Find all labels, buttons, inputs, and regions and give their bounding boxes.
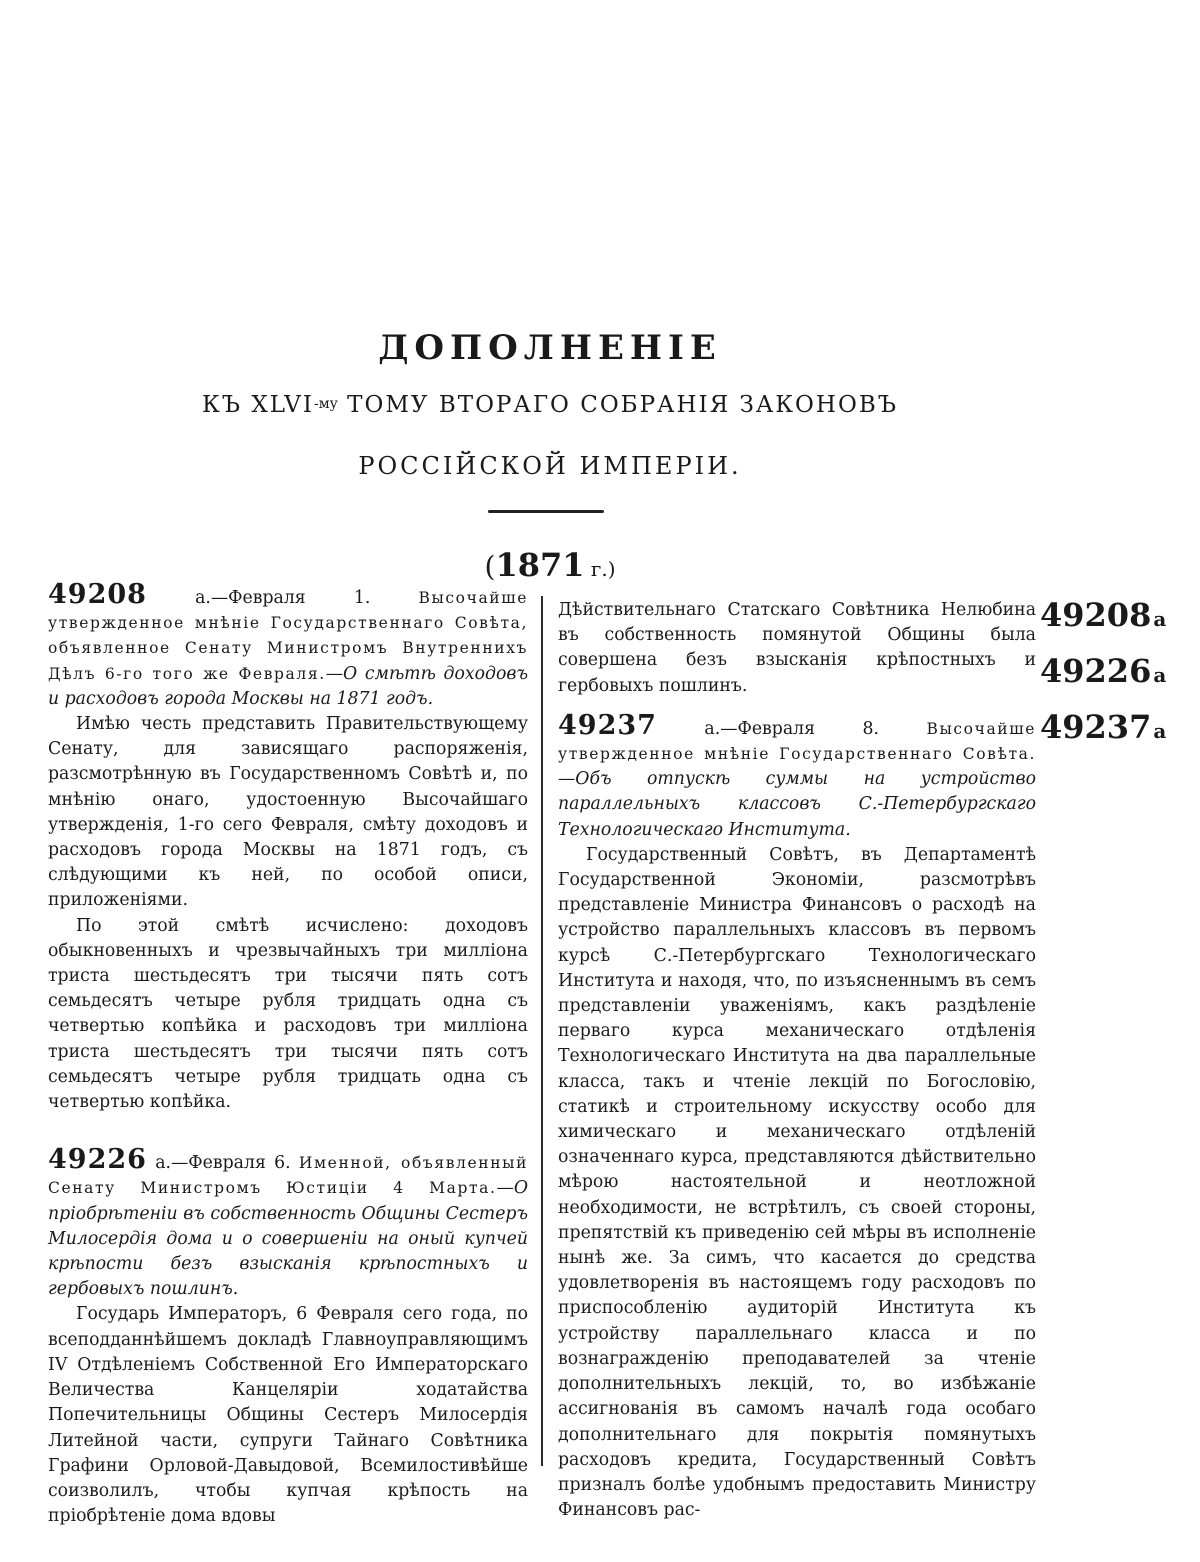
law-entry-49226	[48, 1144, 528, 1529]
year-heading	[0, 546, 1100, 584]
entry-heading	[48, 579, 528, 712]
left-column	[48, 579, 528, 1543]
entry-date: а.—Февраля 6.	[146, 1153, 299, 1174]
subtitle-rest: ТОМУ ВТОРАГО СОБРАНІЯ ЗАКОНОВЪ	[337, 392, 898, 418]
subtitle-superscript: -му	[313, 396, 338, 412]
entry-paragraph: Государь Императоръ, 6 Февраля сего года, по всеподданнѣйшемъ докладѣ Главноуправляющимъ IV Отдѣленіемъ Собственной Его Императорскаго Величества Канцеляріи ходатайства Попечительницы Общины Сестеръ Милосердія Литейной части, супруги Тайнаго Совѣтника Графини Орловой-Давыдовой, Всемилостивѣйше соизволилъ, чтобы купчая крѣпость на пріобрѣтеніе дома вдовы	[48, 1304, 528, 1527]
entry-paragraph: Государственный Совѣтъ, въ Департаментѣ Государственной Экономіи, разсмотрѣвъ представленіе Министра Финансовъ о расходѣ на устройство параллельныхъ классовъ въ первомъ курсѣ С.-Петербургскаго Технологическаго Института и находя, что, по изъясненнымъ въ семъ представленіи уваженіямъ, какъ раздѣленіе перваго курса механическаго отдѣленія Технологическаго Института на два параллельные класса, такъ и чтеніе лекцій по Богословію, статикѣ и строительному искусству особо для химическаго и механическаго отдѣленій означеннаго курса, представляются дѣйствительно мѣрою настоятельной и неотложной необходимости, не встрѣтилъ, съ своей стороны, препятствій къ приведенію сей мѣры въ исполненіе нынѣ же. За симъ, что касается до средства удовлетворенія въ настоящемъ году расходовъ по приспособленію аудиторій Института къ устройству параллельнаго класса и по вознагражденію преподавателей за чтеніе дополнительныхъ лекцій, то, во избѣжаніе ассигнованія въ самомъ началѣ года особаго дополнительнаго для покрытія помянутыхъ расходовъ кредита, Государственный Совѣтъ призналъ болѣе удобнымъ предоставить Министру Финансовъ рас-	[558, 844, 1036, 1521]
continuation-text: Дѣйствительнаго Статскаго Совѣтника Нелюбина въ собственность помянутой Общины была совершена безъ взысканія крѣпостныхъ и гербовыхъ пошлинъ.	[558, 600, 1036, 696]
entry-number: 49237	[558, 709, 657, 741]
margin-ref-number: 49226	[1040, 652, 1152, 690]
right-column	[558, 598, 1036, 1537]
entry-date: а.—Февраля 1.	[146, 588, 419, 608]
page-subtitle	[0, 392, 1100, 418]
year-suffix: г.)	[584, 557, 616, 581]
margin-ref-suffix: а	[1153, 663, 1167, 687]
entry-paragraph: По этой смѣтѣ исчислено: доходовъ обыкновенныхъ и чрезвычайныхъ три милліона триста шестьдесятъ три тысячи пять сотъ семьдесятъ четыре рубля тридцать одна съ четвертью копѣйка и расходовъ три милліона триста шестьдесятъ три тысячи пять сотъ семьдесятъ четыре рубля тридцать одна съ четвертью копѣйка.	[48, 915, 528, 1113]
margin-ref-suffix: а	[1153, 719, 1167, 743]
year-open-paren: (	[484, 550, 496, 583]
law-entry-49237	[558, 709, 1036, 1524]
entry-title: Высочайше утвержденное мнѣніе Государственнаго Совѣта, объявленное Сенату Министромъ Внутреннихъ Дѣлъ 6-го того же Февраля.	[48, 589, 528, 683]
page-title: ДОПОЛНЕНІЕ	[378, 328, 722, 368]
column-divider	[541, 596, 543, 1466]
entry-number: 49208	[48, 579, 147, 610]
entry-subject: —О пріобрѣтеніи въ собственность Общины Сестеръ Милосердія дома и о совершеніи на оный купчей крѣпости безъ взысканія крѣпостныхъ и гербовыхъ пошлинъ.	[48, 1178, 528, 1300]
entry-date: а.—Февраля 8.	[656, 718, 927, 739]
margin-ref	[1040, 652, 1167, 692]
page-subtitle-2: РОССІЙСКОЙ ИМПЕРІИ.	[358, 452, 742, 480]
margin-ref	[1040, 596, 1167, 636]
ornamental-rule	[488, 510, 604, 513]
entry-heading	[48, 1144, 528, 1302]
entry-subject: —Объ отпускѣ суммы на устройство параллельныхъ классовъ С.-Петербургскаго Технологическаго Института.	[558, 769, 1036, 840]
entry-heading	[558, 709, 1036, 843]
entry-subject: —О смѣтѣ доходовъ и расходовъ города Москвы на 1871 годъ.	[48, 663, 528, 709]
margin-ref-suffix: а	[1153, 607, 1167, 631]
subtitle-prefix: КЪ XLVI	[201, 392, 314, 418]
margin-ref-number: 49237	[1040, 708, 1152, 746]
law-entry-49208	[48, 579, 528, 1115]
entry-title: Именной, объявленный Сенату Министромъ Юстиціи 4 Марта.	[48, 1154, 528, 1198]
entry-number: 49226	[48, 1144, 147, 1176]
margin-references	[1040, 596, 1167, 766]
margin-ref	[1040, 708, 1167, 748]
margin-ref-number: 49208	[1040, 596, 1152, 634]
entry-paragraph: Имѣю честь представить Правительствующему Сенату, для зависящаго распоряженія, разсмотрѣнную въ Государственномъ Совѣтѣ и, по мнѣнію онаго, удостоенную Высочайшаго утвержденія, 1-го сего Февраля, смѣту доходовъ и расходовъ города Москвы на 1871 годъ, съ слѣдующими къ ней, по особой описи, приложеніями.	[48, 714, 528, 911]
year-number: 1871	[495, 546, 585, 584]
entry-title: Высочайше утвержденное мнѣніе Государственнаго Совѣта.	[558, 719, 1036, 764]
